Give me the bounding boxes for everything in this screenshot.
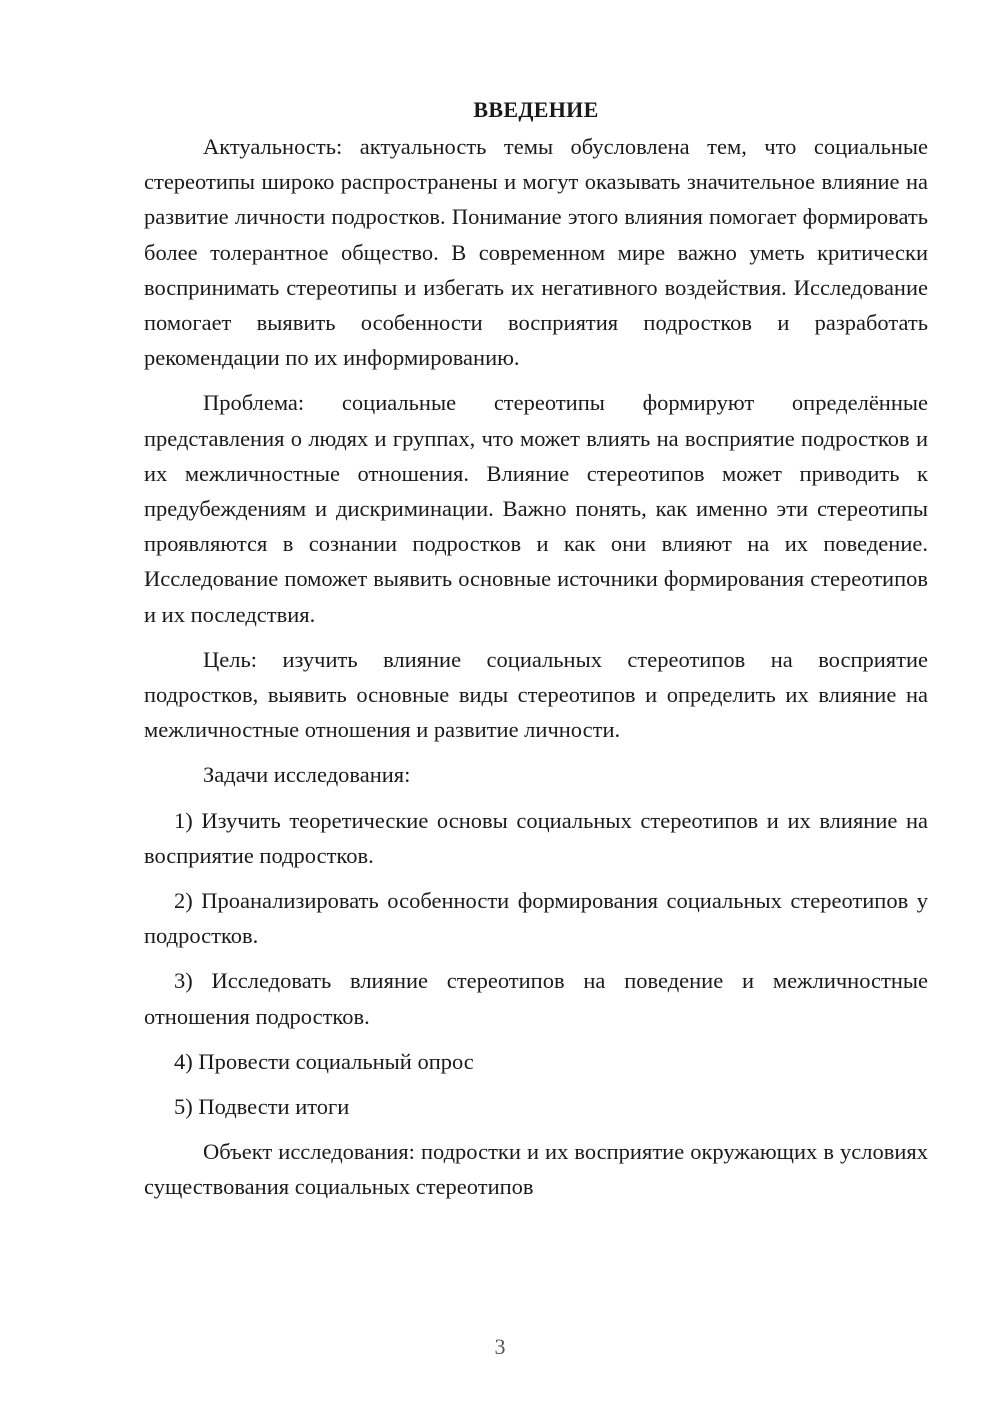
task-item-3: 3) Исследовать влияние стереотипов на поведение и межличностные отношения подростков. — [144, 968, 928, 1029]
page-number: 3 — [494, 1334, 506, 1359]
task-item-2: 2) Проанализировать особенности формирования социальных стереотипов у подростков. — [144, 888, 928, 949]
page-content — [144, 92, 928, 1215]
task-item-4: 4) Провести социальный опрос — [174, 1048, 474, 1074]
task-item-1: 1) Изучить теоретические основы социальных стереотипов и их влияние на восприятие подростков. — [144, 807, 928, 868]
problem-paragraph: Проблема: социальные стереотипы формируют определённые представления о людях и группах, что может влиять на восприятие подростков и их межличностные отношения. Влияние стереотипов может приводить к предубеждениям и дискриминации. Важно понять, как именно эти стереотипы проявляются в сознании подростков и как они влияют на их поведение. Исследование поможет выявить основные источники формирования стереотипов и их последствия. — [144, 390, 928, 627]
relevance-paragraph: Актуальность: актуальность темы обусловлена тем, что социальные стереотипы широко распространены и могут оказывать значительное влияние на развитие личности подростков. Понимание этого влияния помогает формировать более толерантное общество. В современном мире важно уметь критически воспринимать стереотипы и избегать их негативного воздействия. Исследование помогает выявить особенности восприятия подростков и разработать рекомендации по их информированию. — [144, 134, 928, 371]
tasks-heading: Задачи исследования: — [203, 762, 411, 788]
object-paragraph: Объект исследования: подростки и их восприятие окружающих в условиях существования социальных стереотипов — [144, 1139, 928, 1200]
section-heading: ВВЕДЕНИЕ — [473, 97, 599, 122]
task-item-5: 5) Подвести итоги — [174, 1094, 350, 1120]
goal-paragraph: Цель: изучить влияние социальных стереотипов на восприятие подростков, выявить основные виды стереотипов и определить их влияние на межличностные отношения и развитие личности. — [144, 646, 928, 743]
